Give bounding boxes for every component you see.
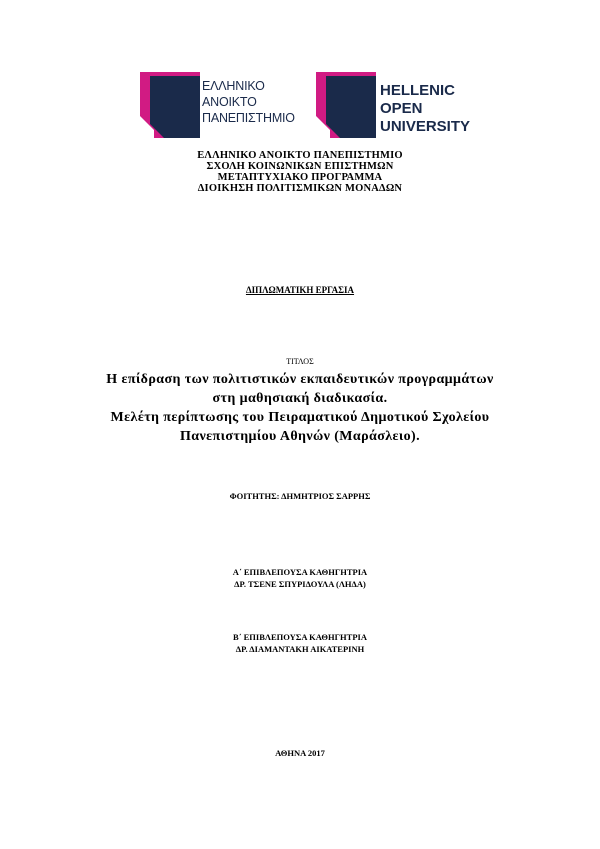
hou-logo-mark-icon xyxy=(316,72,376,138)
university-name: ΕΛΛΗΝΙΚΟ ΑΝΟΙΚΤΟ ΠΑΝΕΠΙΣΤΗΜΙΟ xyxy=(197,150,403,161)
logo-line: UNIVERSITY xyxy=(380,118,471,135)
hou-logo-english-text xyxy=(380,82,470,136)
title-line: στη μαθησιακή διαδικασία. xyxy=(212,391,388,406)
title-line: Η επίδραση των πολιτιστικών εκπαιδευτικών προγραμμάτων xyxy=(106,372,494,387)
supervisor-b xyxy=(0,631,600,655)
supervisor-b-role: Β΄ ΕΠΙΒΛΕΠΟΥΣΑ ΚΑΘΗΓΗΤΡΙΑ xyxy=(233,632,367,642)
hou-logo-mark-icon xyxy=(140,72,200,138)
logo-line: ΠΑΝΕΠΙΣΤΗΜΙΟ xyxy=(202,111,295,125)
program-name: ΜΕΤΑΠΤΥΧΙΑΚΟ ΠΡΟΓΡΑΜΜΑ xyxy=(217,172,383,183)
school-name: ΣΧΟΛΗ ΚΟΙΝΩΝΙΚΩΝ ΕΠΙΣΤΗΜΩΝ xyxy=(206,161,394,172)
supervisor-b-name: ΔΡ. ΔΙΑΜΑΝΤΑΚΗ ΑΙΚΑΤΕΡΙΝΗ xyxy=(235,644,365,654)
hou-logo-greek-text xyxy=(202,78,295,126)
logo-line: OPEN xyxy=(380,100,423,117)
title-label: ΤΙΤΛΟΣ xyxy=(286,357,314,366)
thesis-type-heading xyxy=(0,285,600,295)
supervisor-a xyxy=(0,566,600,590)
department-name: ΔΙΟΙΚΗΣΗ ΠΟΛΙΤΙΣΜΙΚΩΝ ΜΟΝΑΔΩΝ xyxy=(197,183,403,194)
logo-line: HELLENIC xyxy=(380,82,455,99)
supervisor-a-name: ΔΡ. ΤΣΕΝΕ ΣΠΥΡΙΔΟΥΛΑ (ΛΗΔΑ) xyxy=(234,579,366,589)
student-name: ΦΟΙΤΗΤΗΣ: ΔΗΜΗΤΡΙΟΣ ΣΑΡΡΗΣ xyxy=(229,491,371,501)
thesis-type-text: ΔΙΠΛΩΜΑΤΙΚΗ ΕΡΓΑΣΙΑ xyxy=(245,285,355,295)
title-line: Μελέτη περίπτωσης του Πειραματικού Δημοτικού Σχολείου xyxy=(110,410,490,425)
logo-line: ΕΛΛΗΝΙΚΟ xyxy=(202,79,265,93)
institution-block xyxy=(0,150,600,194)
supervisor-a-role: Α΄ ΕΠΙΒΛΕΠΟΥΣΑ ΚΑΘΗΓΗΤΡΙΑ xyxy=(232,567,368,577)
hou-logo-english xyxy=(316,72,481,138)
hou-logo-greek xyxy=(140,72,305,138)
thesis-title xyxy=(0,370,600,446)
title-line: Πανεπιστημίου Αθηνών (Μαράσλειο). xyxy=(179,429,421,444)
logo-line: ΑΝΟΙΚΤΟ xyxy=(202,95,257,109)
place-year: ΑΘΗΝΑ 2017 xyxy=(275,748,325,758)
